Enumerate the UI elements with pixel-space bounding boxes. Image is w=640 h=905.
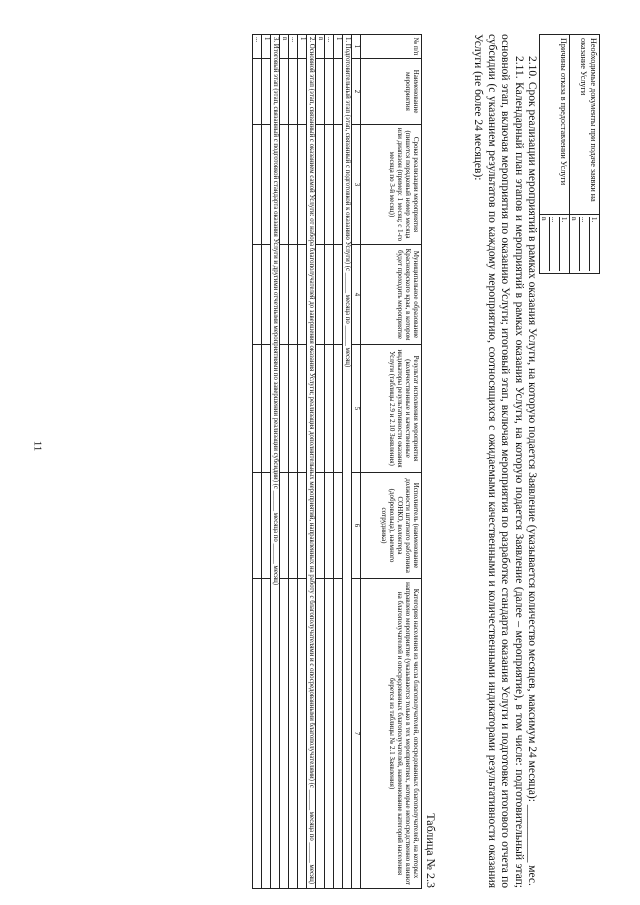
table-row (334, 35, 343, 889)
value-item: 1. (559, 217, 569, 271)
paragraph-2-11: 2.11. Календарный план этапов и мероприятий в рамках оказания Услуги, на которую подается Заявление (далее – мероприятие), в том числе: подготовительный этап; основной этап, включая мероприятия по оказанию Услуги; итоговый этап, включая мероприятия по разработке стандарта оказания Услуги и подготовке итогового отчета по субсидии (с указанием результатов по каждому мероприятию, соотносящихся с ожидаемыми качественными и количественными индикаторами результативности оказания Услуги (не более 24 месяцев): (472, 34, 525, 888)
value-item: n (570, 216, 579, 221)
col-header: Сроки реализации мероприятия (пишется порядковый номер месяца или диапазон (пример: 1 месяц; с 1-го месяца по 3-й месяц)) (361, 125, 422, 245)
col-number: 5 (352, 345, 361, 473)
table-row (253, 35, 262, 889)
rotated-page-content (40, 34, 600, 888)
section-title: 2. Основной этап (этап, связанный с оказанием самой Услуги: от набора благополучателей до завершения оказания Услуги; реализация дополнительных мероприятий, направленных на работу с благополучателями и с опосредованными благополучателями) (с ______ месяца по ______ месяц) (307, 35, 316, 889)
row-number: ... (325, 35, 334, 59)
col-header: Исполнитель (наименование должности штатного работника СОНКО, волонтера (добровольца), наемного сотрудника) (361, 473, 422, 579)
header-row (361, 35, 422, 889)
row-number: n (316, 35, 325, 59)
table-row (570, 35, 600, 274)
section-row (271, 35, 280, 889)
col-number: 4 (352, 245, 361, 345)
section-title: 1. Подготовительный этап (этап, связанный с подготовкой к оказанию Услуги) (с ______ месяца по ______ месяц) (343, 35, 352, 889)
requirements-table (539, 34, 600, 274)
table-row (325, 35, 334, 889)
col-number: 7 (352, 579, 361, 889)
row-number: 1 (262, 35, 271, 59)
col-number: 2 (352, 59, 361, 125)
col-header: № п/п (361, 35, 422, 59)
col-number: 1 (352, 35, 361, 59)
value-item: ... (579, 217, 589, 271)
row-number: 1 (298, 35, 307, 59)
body-text (471, 34, 538, 888)
col-header: Результат исполнения мероприятия (количественные и качественные индикаторы результативности оказания Услуги (таблицы 2.9 и 2.10 Заявления) (361, 345, 422, 473)
table-row (289, 35, 298, 889)
col-number: 3 (352, 125, 361, 245)
col-header: Муниципальное образование Красноярского края, в котором будет проходить мероприятие (361, 245, 422, 345)
page-number: 11 (31, 440, 44, 452)
table-row (316, 35, 325, 889)
row-number: ... (289, 35, 298, 59)
table-title: Таблица № 2.3 (424, 813, 438, 888)
table-row (280, 35, 289, 889)
section-row (343, 35, 352, 889)
table-row (262, 35, 271, 889)
calendar-plan-table (252, 34, 422, 889)
table-row (298, 35, 307, 889)
col-number: 6 (352, 473, 361, 579)
row-values (570, 214, 600, 273)
section-title: 3. Итоговый этап (этап, связанный с подготовкой стандарта оказания Услуги и другими отчетными мероприятиями по завершении реализации субсидии) (с ______ месяца по ______ месяц) (271, 35, 280, 889)
table-row (540, 35, 570, 274)
row-label: Необходимые документы при подаче заявки на оказание Услуги (570, 35, 600, 215)
value-item: 1. (589, 217, 599, 271)
row-number: n (280, 35, 289, 59)
value-item: ... (549, 217, 559, 271)
row-number: ... (253, 35, 262, 59)
row-values (540, 214, 570, 273)
paragraph-2-10: 2.10. Срок реализации мероприятий в рамках оказания Услуги, на которую подается Заявление (указывается количество месяцев, максимум 24 месяца): __________ мес. (526, 56, 538, 886)
row-label: Причины отказа в предоставлении Услуги (540, 35, 570, 215)
col-header: Наименование мероприятия (361, 59, 422, 125)
row-number: 1 (334, 35, 343, 59)
col-header: Категория населения из числа благополучателей, опосредованных благополучателей, на которых направлено мероприятие (указываются только в тех мероприятиях, которые непосредственно влияют на благополучателей и опосредованных благополучателей, наименование категорий населения берется из таблицы № 2.1 Заявления) (361, 579, 422, 889)
section-row (307, 35, 316, 889)
column-number-row (352, 35, 361, 889)
value-item: n (540, 216, 549, 221)
